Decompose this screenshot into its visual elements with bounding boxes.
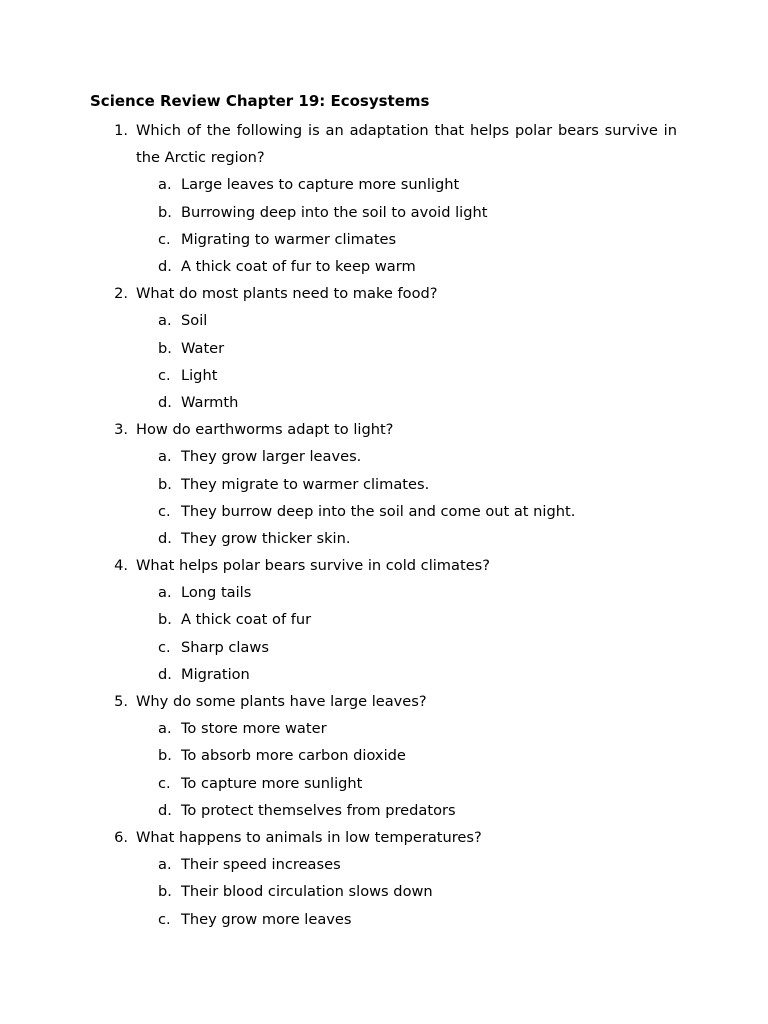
answer-option xyxy=(90,171,677,198)
option-text: They migrate to warmer climates. xyxy=(181,475,430,493)
answer-option xyxy=(90,525,677,552)
question-item xyxy=(90,552,677,688)
question-text: What happens to animals in low temperatures? xyxy=(136,828,482,846)
answer-option xyxy=(90,579,677,606)
document-title: Science Review Chapter 19: Ecosystems xyxy=(90,92,430,110)
option-text: Migrating to warmer climates xyxy=(181,230,397,248)
option-text: Sharp claws xyxy=(181,638,269,656)
option-letter: d. xyxy=(158,529,172,547)
option-text: They grow more leaves xyxy=(181,910,352,928)
option-text: A thick coat of fur xyxy=(181,611,312,629)
option-text: To capture more sunlight xyxy=(181,774,363,792)
answer-option xyxy=(90,335,677,362)
option-text: They burrow deep into the soil and come out at night. xyxy=(181,502,576,520)
question-number: 2. xyxy=(114,285,128,303)
question-row xyxy=(90,552,677,579)
answer-option xyxy=(90,797,677,824)
answer-option xyxy=(90,770,677,797)
option-text: Burrowing deep into the soil to avoid light xyxy=(181,203,488,221)
answer-option xyxy=(90,253,677,280)
option-letter: c. xyxy=(158,230,171,248)
option-list xyxy=(90,715,677,824)
question-row xyxy=(90,117,677,171)
question-row xyxy=(90,280,677,307)
option-letter: a. xyxy=(158,584,172,602)
option-text: To store more water xyxy=(181,720,327,738)
option-text: Long tails xyxy=(181,584,252,602)
answer-option xyxy=(90,226,677,253)
option-list xyxy=(90,171,677,280)
question-number: 3. xyxy=(114,421,128,439)
option-letter: c. xyxy=(158,366,171,384)
question-item xyxy=(90,688,677,824)
answer-option xyxy=(90,443,677,470)
option-text: To absorb more carbon dioxide xyxy=(181,747,406,765)
option-letter: b. xyxy=(158,203,172,221)
question-row xyxy=(90,688,677,715)
question-text: Why do some plants have large leaves? xyxy=(136,693,427,711)
answer-option xyxy=(90,362,677,389)
option-letter: d. xyxy=(158,393,172,411)
option-text: Light xyxy=(181,366,218,384)
option-letter: c. xyxy=(158,910,171,928)
question-number: 6. xyxy=(114,828,128,846)
option-text: Migration xyxy=(181,665,250,683)
option-text: A thick coat of fur to keep warm xyxy=(181,257,416,275)
question-item xyxy=(90,416,677,552)
question-number: 1. xyxy=(114,122,128,139)
option-letter: a. xyxy=(158,312,172,330)
option-text: Their speed increases xyxy=(181,856,341,874)
answer-option xyxy=(90,906,677,933)
option-letter: b. xyxy=(158,611,172,629)
option-letter: a. xyxy=(158,856,172,874)
option-letter: c. xyxy=(158,638,171,656)
option-letter: c. xyxy=(158,502,171,520)
option-list xyxy=(90,443,677,552)
document-page xyxy=(90,90,677,933)
answer-option xyxy=(90,634,677,661)
answer-option xyxy=(90,471,677,498)
answer-option xyxy=(90,742,677,769)
option-letter: b. xyxy=(158,883,172,901)
option-letter: b. xyxy=(158,747,172,765)
option-letter: d. xyxy=(158,801,172,819)
option-text: Large leaves to capture more sunlight xyxy=(181,176,460,194)
question-text: What do most plants need to make food? xyxy=(136,285,438,303)
question-number: 4. xyxy=(114,557,128,575)
answer-option xyxy=(90,606,677,633)
option-list xyxy=(90,851,677,933)
option-letter: d. xyxy=(158,257,172,275)
question-item xyxy=(90,117,677,280)
option-text: Soil xyxy=(181,312,208,330)
question-text: Which of the following is an adaptation that helps polar bears survive in the Arctic region? xyxy=(136,122,677,167)
question-item xyxy=(90,824,677,933)
option-letter: a. xyxy=(158,448,172,466)
answer-option xyxy=(90,307,677,334)
answer-option xyxy=(90,389,677,416)
option-letter: c. xyxy=(158,774,171,792)
question-number: 5. xyxy=(114,693,128,711)
option-text: They grow larger leaves. xyxy=(181,448,362,466)
option-letter: a. xyxy=(158,720,172,738)
question-row xyxy=(90,416,677,443)
answer-option xyxy=(90,498,677,525)
option-list xyxy=(90,307,677,416)
option-list xyxy=(90,579,677,688)
option-text: Their blood circulation slows down xyxy=(181,883,433,901)
answer-option xyxy=(90,661,677,688)
option-letter: b. xyxy=(158,475,172,493)
option-letter: d. xyxy=(158,665,172,683)
option-letter: a. xyxy=(158,176,172,194)
question-text: How do earthworms adapt to light? xyxy=(136,421,394,439)
option-text: They grow thicker skin. xyxy=(181,529,351,547)
option-text: Water xyxy=(181,339,225,357)
option-text: To protect themselves from predators xyxy=(181,801,456,819)
option-letter: b. xyxy=(158,339,172,357)
question-list xyxy=(90,117,677,933)
answer-option xyxy=(90,715,677,742)
question-row xyxy=(90,824,677,851)
answer-option xyxy=(90,878,677,905)
answer-option xyxy=(90,199,677,226)
question-item xyxy=(90,280,677,416)
question-text: What helps polar bears survive in cold climates? xyxy=(136,557,491,575)
option-text: Warmth xyxy=(181,393,239,411)
answer-option xyxy=(90,851,677,878)
